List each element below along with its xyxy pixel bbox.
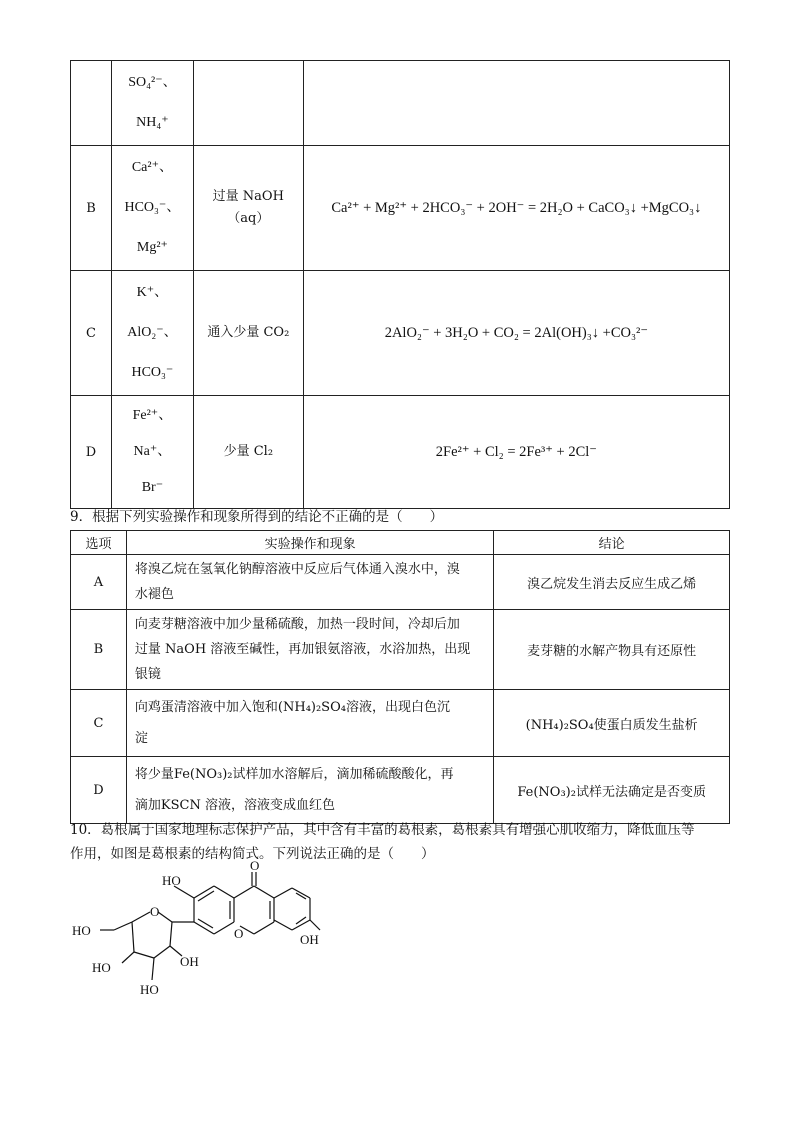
table-row xyxy=(71,610,730,690)
option-cell xyxy=(71,61,112,146)
molecule-label: HO xyxy=(140,982,159,997)
table-row xyxy=(71,555,730,610)
operation-cell xyxy=(126,690,493,757)
ion: K⁺、 xyxy=(136,285,169,300)
reagent-line: 过量 NaOH xyxy=(212,189,284,204)
column-header: 实验操作和现象 xyxy=(126,531,493,555)
option-label: A xyxy=(71,555,127,610)
ion: NH₄⁺ xyxy=(136,115,169,130)
question-9-stem: 9．根据下列实验操作和现象所得到的结论不正确的是（ ） xyxy=(70,509,444,525)
ion: Fe²⁺、 xyxy=(132,408,173,423)
ion: HCO₃⁻ xyxy=(131,365,174,380)
operation-line: 滴加KSCN 溶液，溶液变成血红色 xyxy=(134,798,335,813)
ion: HCO₃⁻、 xyxy=(124,200,181,215)
operation-line: 银镜 xyxy=(134,667,161,682)
operation-line: 过量 NaOH 溶液至碱性，再加银氨溶液，水浴加热，出现 xyxy=(134,642,471,657)
molecule-label: O xyxy=(150,904,160,919)
operation-cell xyxy=(126,610,493,690)
puerarin-structure-diagram xyxy=(70,858,330,1008)
ions-cell xyxy=(111,146,193,271)
operation-line: 将溴乙烷在氢氧化钠醇溶液中反应后气体通入溴水中，溴 xyxy=(134,562,460,577)
conclusion-cell: 麦芽糖的水解产物具有还原性 xyxy=(494,610,730,690)
ions-cell xyxy=(111,396,193,509)
option-label: C xyxy=(71,271,112,396)
operation-line: 向麦芽糖溶液中加少量稀硫酸，加热一段时间，冷却后加 xyxy=(134,617,460,632)
operation-cell xyxy=(126,757,493,824)
table-header-row xyxy=(71,531,730,555)
question-10-line: 作用，如图是葛根素的结构简式。下列说法正确的是（ ） xyxy=(70,846,435,862)
table-row xyxy=(71,146,730,271)
ion: Ca²⁺、 xyxy=(131,160,173,175)
column-header: 结论 xyxy=(494,531,730,555)
reagent-cell: 通入少量 CO₂ xyxy=(193,271,303,396)
ions-cell xyxy=(111,61,193,146)
molecule-label: OH xyxy=(180,954,199,969)
table-row xyxy=(71,757,730,824)
operation-line: 将少量Fe(NO₃)₂试样加水溶解后，滴加稀硫酸酸化，再 xyxy=(134,767,454,782)
molecule-label: HO xyxy=(72,923,91,938)
operation-line: 向鸡蛋清溶液中加入饱和(NH₄)₂SO₄溶液，出现白色沉 xyxy=(134,700,450,715)
operation-cell xyxy=(126,555,493,610)
ion: Br⁻ xyxy=(141,480,164,495)
table-row xyxy=(71,271,730,396)
experiment-table xyxy=(70,530,730,824)
operation-line: 水褪色 xyxy=(134,587,174,602)
reagent-cell xyxy=(193,61,303,146)
ionic-equation: 2AlO₂⁻ + 3H₂O + CO₂ = 2Al(OH)₃↓ +CO₃²⁻ xyxy=(303,271,729,396)
molecule-label: HO xyxy=(92,960,111,975)
ion: Mg²⁺ xyxy=(136,240,168,255)
molecule-label: OH xyxy=(300,932,319,947)
operation-line: 淀 xyxy=(134,731,148,746)
ionic-equation: 2Fe²⁺ + Cl₂ = 2Fe³⁺ + 2Cl⁻ xyxy=(303,396,729,509)
ion: SO₄²⁻、 xyxy=(128,75,177,90)
question-10-line: 10．葛根属于国家地理标志保护产品，其中含有丰富的葛根素，葛根素具有增强心肌收缩力，降低血压等 xyxy=(70,822,695,838)
table-row xyxy=(71,396,730,509)
option-label: B xyxy=(71,610,127,690)
question-10-stem xyxy=(70,818,730,866)
ion-reaction-table xyxy=(70,60,730,509)
equation-cell xyxy=(303,61,729,146)
reagent-line: （aq） xyxy=(227,211,270,226)
ion: Na⁺、 xyxy=(133,444,172,459)
table-row xyxy=(71,690,730,757)
molecule-label: O xyxy=(234,926,244,941)
molecule-label: O xyxy=(250,858,260,873)
column-header: 选项 xyxy=(71,531,127,555)
table-row xyxy=(71,61,730,146)
molecule-bonds xyxy=(100,872,320,980)
reagent-cell: 少量 Cl₂ xyxy=(193,396,303,509)
option-label: B xyxy=(71,146,112,271)
conclusion-cell: (NH₄)₂SO₄使蛋白质发生盐析 xyxy=(494,690,730,757)
reagent-cell xyxy=(193,146,303,271)
ionic-equation: Ca²⁺ + Mg²⁺ + 2HCO₃⁻ + 2OH⁻ = 2H₂O + CaCO₃↓ +MgCO₃↓ xyxy=(303,146,729,271)
conclusion-cell: 溴乙烷发生消去反应生成乙烯 xyxy=(494,555,730,610)
option-label: C xyxy=(71,690,127,757)
ions-cell xyxy=(111,271,193,396)
option-label: D xyxy=(71,757,127,824)
molecule-label: HO xyxy=(162,873,181,888)
ion: AlO₂⁻、 xyxy=(127,325,178,340)
conclusion-cell: Fe(NO₃)₂试样无法确定是否变质 xyxy=(494,757,730,824)
option-label: D xyxy=(71,396,112,509)
